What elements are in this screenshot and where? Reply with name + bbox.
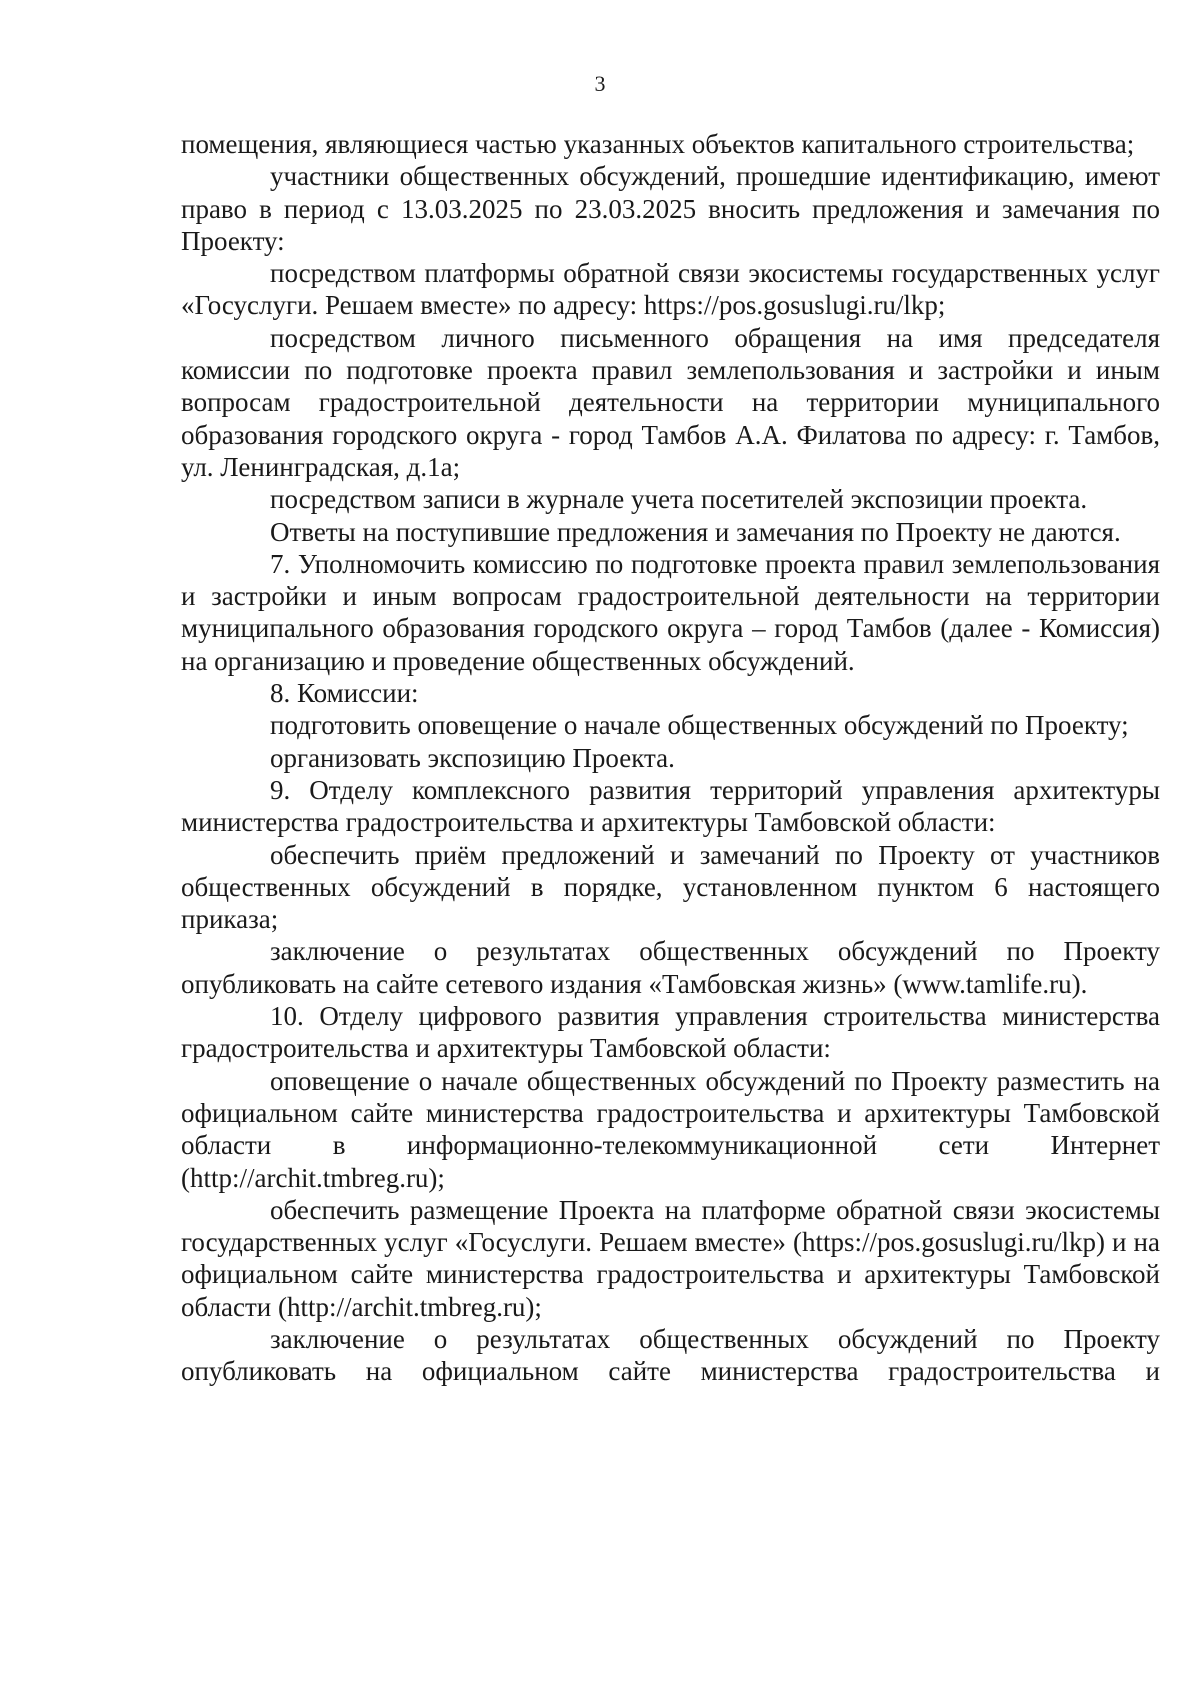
numbered-paragraph-8: 8. Комиссии: — [270, 678, 419, 709]
paragraph: посредством личного письменного обращения на имя председателя комиссии по подготовке проекта правил землепользования и застройки и иным вопросам градостроительной деятельности на территории муниципального образования городского округа - город Тамбов А.А. Филатова по адресу: г. Тамбов, ул. Ленинградская, д.1а; — [181, 322, 1160, 482]
paragraph: Ответы на поступившие предложения и замечания по Проекту не даются. — [270, 516, 1121, 547]
page-number: 3 — [594, 71, 606, 96]
paragraph: заключение о результатах общественных обсуждений по Проекту опубликовать на сайте сетевого издания «Тамбовская жизнь» (www.tamlife.ru). — [181, 936, 1160, 999]
paragraph: обеспечить размещение Проекта на платформе обратной связи экосистемы государственных услуг «Госуслуги. Решаем вместе» (https://pos.gosuslugi.ru/lkp) и на официальном сайте министерства градостроительства и архитектуры Тамбовской области (http://archit.tmbreg.ru); — [181, 1194, 1160, 1322]
numbered-paragraph-9: 9. Отделу комплексного развития территорий управления архитектуры министерства градостроительства и архитектуры Тамбовской области: — [181, 774, 1160, 838]
paragraph: посредством платформы обратной связи экосистемы государственных услуг «Госуслуги. Решаем вместе» по адресу: https://pos.gosuslugi.ru/lkp; — [181, 258, 1160, 321]
numbered-paragraph-10: 10. Отделу цифрового развития управления строительства министерства градостроительства и архитектуры Тамбовской области: — [181, 1001, 1160, 1064]
paragraph: участники общественных обсуждений, прошедшие идентификацию, имеют право в период с 13.03.2025 по 23.03.2025 вносить предложения и замечания по Проекту: — [181, 161, 1160, 256]
paragraph: заключение о результатах общественных обсуждений по Проекту опубликовать на официальном сайте министерства градостроительства и — [181, 1323, 1160, 1387]
paragraph: оповещение о начале общественных обсуждений по Проекту разместить на официальном сайте министерства градостроительства и архитектуры Тамбовской области в информационно-телекоммуникационной сети Интернет (http://archit.tmbreg.ru); — [181, 1065, 1160, 1193]
paragraph: организовать экспозицию Проекта. — [270, 742, 675, 773]
paragraph: посредством записи в журнале учета посетителей экспозиции проекта. — [270, 484, 1088, 515]
paragraph: подготовить оповещение о начале общественных обсуждений по Проекту; — [270, 710, 1129, 741]
numbered-paragraph-7: 7. Уполномочить комиссию по подготовке проекта правил землепользования и застройки и иным вопросам градостроительной деятельности на территории муниципального образования городского округа – город Тамбов (далее - Комиссия) на организацию и проведение общественных обсуждений. — [181, 548, 1160, 676]
paragraph: обеспечить приём предложений и замечаний по Проекту от участников общественных обсуждений в порядке, установленном пунктом 6 настоящего приказа; — [181, 839, 1160, 935]
document-body — [181, 128, 1160, 1388]
paragraph: помещения, являющиеся частью указанных объектов капитального строительства; — [181, 129, 1135, 159]
